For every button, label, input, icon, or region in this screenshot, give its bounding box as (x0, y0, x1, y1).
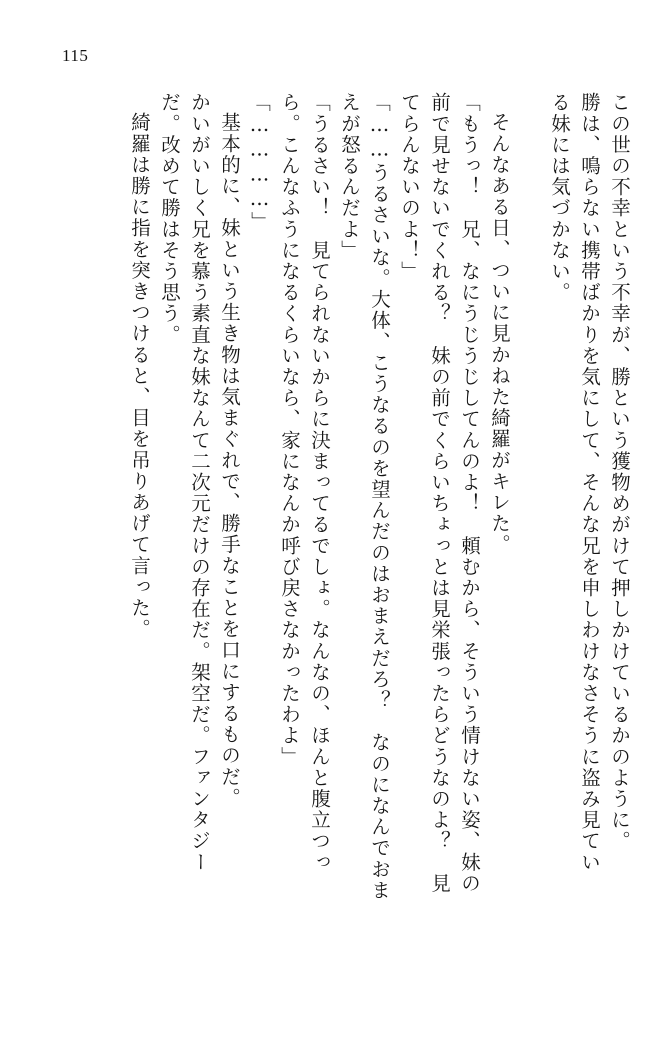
text-line: そんなある日、ついに見かねた綺羅がキレた。 (488, 112, 511, 556)
text-line: 「もうっ！ 兄、なにうじうじしてんのよ！ 頼むから、そういう情けない姿、妹の (458, 92, 481, 894)
text-line: 「…………」 (248, 92, 271, 233)
text-line: 「うるさい！ 見てられないからに決まってるでしょ。なんなの、ほんと腹立つっ (308, 92, 331, 873)
text-line: 綺羅は勝に指を突きつけると、目を吊りあげて言った。 (128, 112, 151, 640)
text-line: る妹には気づかない。 (548, 92, 571, 303)
text-line: 勝は、鳴らない携帯ばかりを気にして、そんな兄を申しわけなさそうに盗み見てい (578, 92, 601, 873)
text-line: だ。改めて勝はそう思う。 (158, 92, 181, 346)
text-line: ら。こんなふうになるくらいなら、家になんか呼び戻さなかったわよ」 (278, 92, 301, 768)
vertical-text-body (34, 92, 634, 1012)
text-line (514, 92, 544, 1012)
text-line: 基本的に、妹という生き物は気まぐれで、勝手なことを口にするものだ。 (218, 112, 241, 809)
text-line: 前で見せないでくれる？ 妹の前でくらいちょっとは見栄張ったらどうなのよ？ 見 (428, 92, 451, 894)
text-line: かいがいしく兄を慕う素直な妹なんて二次元だけの存在だ。架空だ。ファンタジー (188, 92, 211, 873)
text-line: 「……うるさいな。大体、こうなるのを望んだのはおまえだろ？ なのになんでおま (368, 92, 391, 901)
text-line: この世の不幸という不幸が、勝という獲物めがけて押しかけているかのように。 (608, 92, 631, 852)
page-number: 115 (62, 46, 89, 65)
text-line: えが怒るんだよ」 (338, 92, 361, 261)
text-line: てらんないのよ！」 (398, 92, 421, 282)
